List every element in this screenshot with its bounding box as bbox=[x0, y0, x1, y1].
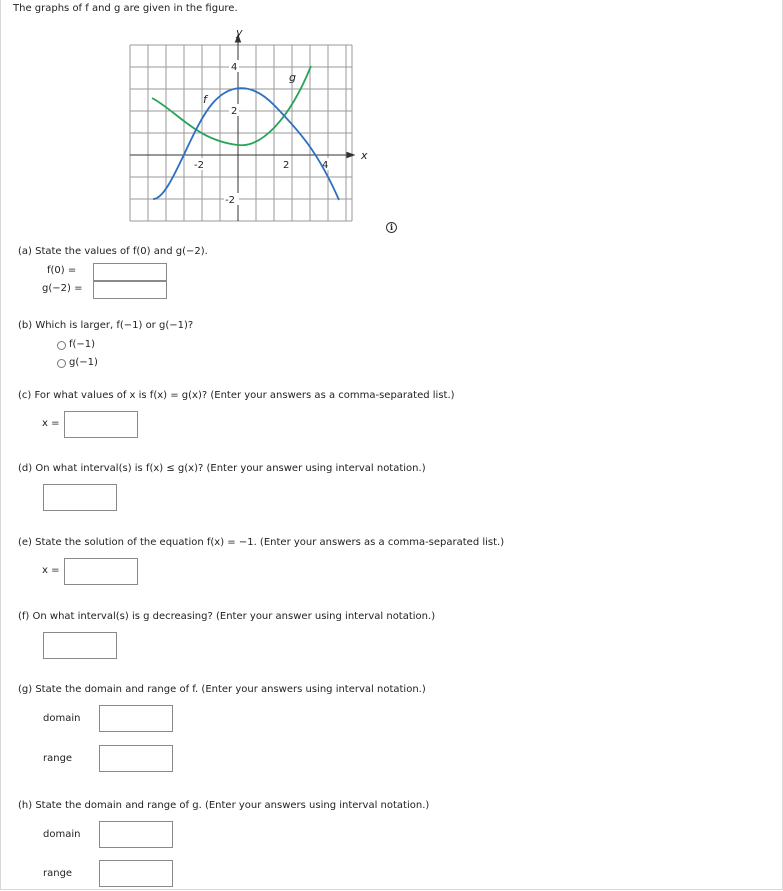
part-f-prompt: (f) On what interval(s) is g decreasing? (Enter your answer using interval notation.) bbox=[18, 611, 436, 622]
grid bbox=[130, 45, 352, 221]
part-a-prompt: (a) State the values of f(0) and g(−2). bbox=[18, 246, 208, 257]
f0-label: f(0) = bbox=[47, 265, 77, 276]
part-d-input[interactable] bbox=[43, 484, 117, 511]
part-h-prompt: (h) State the domain and range of g. (Enter your answers using interval notation.) bbox=[18, 800, 430, 811]
f-label: f bbox=[203, 93, 207, 106]
f0-input[interactable] bbox=[93, 263, 167, 281]
part-e-prompt: (e) State the solution of the equation f(x) = −1. (Enter your answers as a comma-separated list.) bbox=[18, 537, 505, 548]
tick-y-4: 4 bbox=[231, 62, 238, 73]
f-range-input[interactable] bbox=[99, 745, 173, 772]
tick-y-neg2: -2 bbox=[225, 195, 235, 206]
part-g-prompt: (g) State the domain and range of f. (Enter your answers using interval notation.) bbox=[18, 684, 426, 695]
part-g-domain-label: domain bbox=[43, 713, 81, 724]
part-g-range-label: range bbox=[43, 753, 73, 764]
g-label: g bbox=[289, 71, 296, 84]
info-icon[interactable]: i bbox=[386, 222, 397, 233]
part-d-prompt: (d) On what interval(s) is f(x) ≤ g(x)? (Enter your answer using interval notation.) bbox=[18, 463, 426, 474]
part-b-prompt: (b) Which is larger, f(−1) or g(−1)? bbox=[18, 320, 194, 331]
part-e-x-label: x = bbox=[42, 565, 60, 576]
radio-f-minus1[interactable] bbox=[57, 341, 66, 350]
part-c-input[interactable] bbox=[64, 411, 138, 438]
part-c-x-label: x = bbox=[42, 418, 60, 429]
part-h-domain-label: domain bbox=[43, 829, 81, 840]
intro-text: The graphs of f and g are given in the figure. bbox=[13, 3, 238, 14]
function-graph bbox=[120, 25, 380, 225]
part-e-input[interactable] bbox=[64, 558, 138, 585]
f-domain-input[interactable] bbox=[99, 705, 173, 732]
axis-x-label: x bbox=[361, 149, 368, 162]
option-f-minus1: f(−1) bbox=[69, 339, 96, 350]
gm2-label: g(−2) = bbox=[42, 283, 83, 294]
g-domain-input[interactable] bbox=[99, 821, 173, 848]
part-h-range-label: range bbox=[43, 868, 73, 879]
g-range-input[interactable] bbox=[99, 860, 173, 887]
radio-g-minus1[interactable] bbox=[57, 359, 66, 368]
part-c-prompt: (c) For what values of x is f(x) = g(x)? (Enter your answers as a comma-separated list.) bbox=[18, 390, 455, 401]
tick-x-4: 4 bbox=[322, 160, 329, 171]
tick-y-2: 2 bbox=[231, 106, 238, 117]
tick-x-neg2: -2 bbox=[194, 160, 204, 171]
gm2-input[interactable] bbox=[93, 281, 167, 299]
axis-y-label: y bbox=[236, 26, 243, 39]
part-f-input[interactable] bbox=[43, 632, 117, 659]
option-g-minus1: g(−1) bbox=[69, 357, 98, 368]
tick-x-2: 2 bbox=[283, 160, 290, 171]
